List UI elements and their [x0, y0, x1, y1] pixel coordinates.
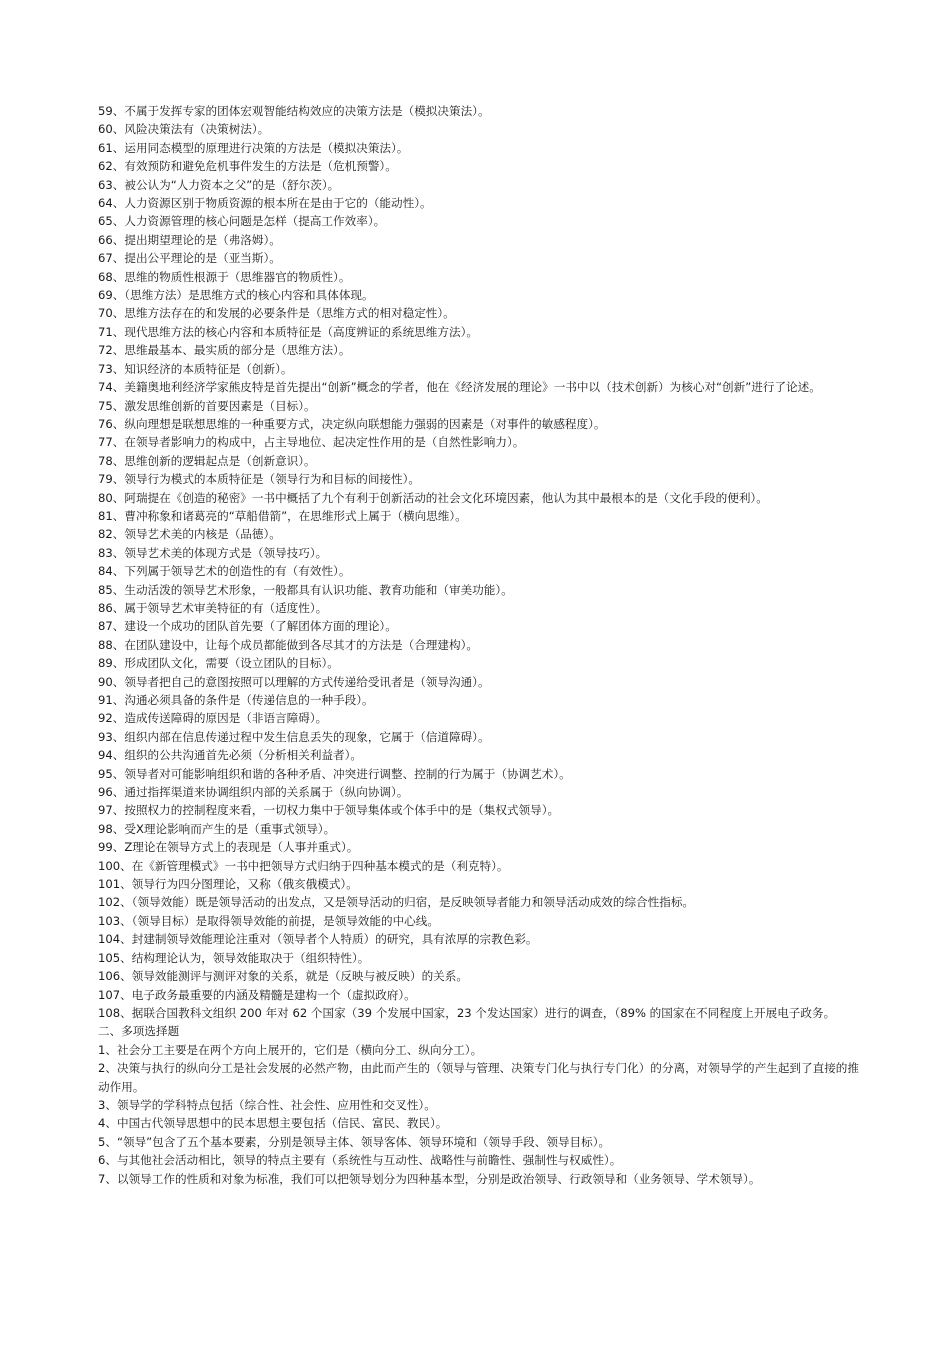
question-line: 70、思维方法存在的和发展的必要条件是（思维方式的相对稳定性）。	[98, 306, 455, 321]
multi-question-line: 2、决策与执行的纵向分工是社会发展的必然产物，由此而产生的（领导与管理、决策专门化与执行专门化）的分离，对领导学的产生起到了直接的推动作用。	[98, 1061, 859, 1094]
question-line: 61、运用同态模型的原理进行决策的方法是（模拟决策法）。	[98, 140, 409, 155]
question-line: 60、风险决策法有（决策树法）。	[98, 122, 270, 137]
question-line: 89、形成团队文化，需要（设立团队的目标）。	[98, 656, 339, 671]
question-line: 65、人力资源管理的核心问题是怎样（提高工作效率）。	[98, 214, 386, 229]
question-line: 71、现代思维方法的核心内容和本质特征是（高度辨证的系统思维方法）。	[98, 324, 478, 339]
question-line: 97、按照权力的控制程度来看，一切权力集中于领导集体或个体手中的是（集权式领导）。	[98, 803, 560, 818]
question-line: 93、组织内部在信息传递过程中发生信息丢失的现象，它属于（信道障碍）。	[98, 729, 490, 744]
question-line: 88、在团队建设中，让每个成员都能做到各尽其才的方法是（合理建构）。	[98, 637, 478, 652]
multi-choice-section	[98, 1041, 868, 1188]
question-line: 80、阿瑞提在《创造的秘密》一书中概括了九个有利于创新活动的社会文化环境因素，他认为其中最根本的是（文化手段的便利）。	[98, 490, 768, 505]
question-line: 104、封建制领导效能理论注重对（领导者个人特质）的研究，具有浓厚的宗教色彩。	[98, 932, 538, 947]
question-line: 67、提出公平理论的是（亚当斯）。	[98, 251, 281, 266]
question-line: 101、领导行为四分图理论，又称（俄亥俄模式）。	[98, 877, 358, 892]
question-line: 106、领导效能测评与测评对象的关系，就是（反映与被反映）的关系。	[98, 969, 468, 984]
single-choice-section	[98, 102, 868, 1022]
question-line: 85、生动活泼的领导艺术形象，一般都具有认识功能、教育功能和（审美功能）。	[98, 582, 513, 597]
question-line: 86、属于领导艺术审美特征的有（适度性）。	[98, 600, 328, 615]
question-line: 62、有效预防和避免危机事件发生的方法是（危机预警）。	[98, 159, 397, 174]
question-line: 92、造成传送障碍的原因是（非语言障碍）。	[98, 711, 328, 726]
question-line: 77、在领导者影响力的构成中，占主导地位、起决定性作用的是（自然性影响力）。	[98, 435, 525, 450]
question-line: 102、（领导效能）既是领导活动的出发点，又是领导活动的归宿，是反映领导者能力和领导活动成效的综合性指标。	[98, 895, 695, 910]
multi-choice-heading: 二、多项选择题	[98, 1024, 180, 1039]
multi-question-line: 5、“领导”包含了五个基本要素，分别是领导主体、领导客体、领导环境和（领导手段、领导目标）。	[98, 1134, 611, 1149]
document-page	[98, 102, 868, 1188]
question-line: 73、知识经济的本质特征是（创新）。	[98, 361, 293, 376]
multi-question-line: 3、领导学的学科特点包括（综合性、社会性、应用性和交叉性）。	[98, 1097, 436, 1112]
question-line: 90、领导者把自己的意图按照可以理解的方式传递给受讯者是（领导沟通）。	[98, 674, 490, 689]
question-line: 75、激发思维创新的首要因素是（目标）。	[98, 398, 316, 413]
question-line: 94、组织的公共沟通首先必须（分析相关利益者）。	[98, 748, 363, 763]
question-line: 84、下列属于领导艺术的创造性的有（有效性）。	[98, 564, 351, 579]
question-line: 74、美籍奥地利经济学家熊皮特是首先提出“创新”概念的学者，他在《经济发展的理论》一书中以（技术创新）为核心对“创新”进行了论述。	[98, 380, 821, 395]
question-line: 105、结构理论认为，领导效能取决于（组织特性）。	[98, 950, 370, 965]
question-line: 95、领导者对可能影响组织和谐的各种矛盾、冲突进行调整、控制的行为属于（协调艺术）。	[98, 766, 571, 781]
question-line: 59、不属于发挥专家的团体宏观智能结构效应的决策方法是（模拟决策法）。	[98, 104, 490, 118]
question-line: 107、电子政务最重要的内涵及精髓是建构一个（虚拟政府）。	[98, 987, 416, 1002]
multi-question-line: 1、社会分工主要是在两个方向上展开的，它们是（横向分工、纵向分工）。	[98, 1042, 483, 1057]
question-line: 66、提出期望理论的是（弗洛姆）。	[98, 232, 281, 247]
question-line: 82、领导艺术美的内核是（品德）。	[98, 527, 281, 542]
question-line: 79、领导行为模式的本质特征是（领导行为和目标的间接性）。	[98, 472, 420, 487]
multi-question-line: 4、中国古代领导思想中的民本思想主要包括（信民、富民、教民）。	[98, 1116, 448, 1131]
question-line: 72、思维最基本、最实质的部分是（思维方法）。	[98, 343, 351, 358]
question-line: 91、沟通必须具备的条件是（传递信息的一种手段）。	[98, 693, 374, 707]
multi-question-line: 6、与其他社会活动相比，领导的特点主要有（系统性与互动性、战略性与前瞻性、强制性与权威性）。	[98, 1153, 622, 1168]
question-line: 64、人力资源区别于物质资源的根本所在是由于它的（能动性）。	[98, 196, 432, 211]
question-line: 108、据联合国教科文组织 200 年对 62 个国家（39 个发展中国家，23 个发达国家）进行的调查，（89% 的国家在不同程度上开展电子政务。	[98, 1005, 836, 1020]
question-line: 63、被公认为“人力资本之父”的是（舒尔茨）。	[98, 177, 340, 192]
question-line: 103、（领导目标）是取得领导效能的前提，是领导效能的中心线。	[98, 913, 439, 928]
question-line: 96、通过指挥渠道来协调组织内部的关系属于（纵向协调）。	[98, 785, 409, 800]
question-line: 81、曹冲称象和诸葛亮的“草船借箭”，在思维形式上属于（横向思维）。	[98, 508, 467, 523]
question-line: 69、（思维方法）是思维方式的核心内容和具体体现。	[98, 288, 374, 303]
question-line: 78、思维创新的逻辑起点是（创新意识）。	[98, 453, 316, 468]
question-line: 98、受X理论影响而产生的是（重事式领导）。	[98, 821, 336, 836]
question-line: 99、Z理论在领导方式上的表现是（人事并重式）。	[98, 840, 359, 855]
multi-question-line: 7、以领导工作的性质和对象为标准，我们可以把领导划分为四种基本型，分别是政治领导、行政领导和（业务领导、学术领导）。	[98, 1171, 761, 1186]
question-line: 87、建设一个成功的团队首先要（了解团体方面的理论）。	[98, 619, 397, 634]
question-line: 76、纵向理想是联想思维的一种重要方式，决定纵向联想能力强弱的因素是（对事件的敏感程度）。	[98, 416, 606, 431]
question-line: 83、领导艺术美的体现方式是（领导技巧）。	[98, 545, 328, 560]
question-line: 100、在《新管理模式》一书中把领导方式归纳于四种基本模式的是（利克特）。	[98, 858, 509, 873]
question-line: 68、思维的物质性根源于（思维器官的物质性）。	[98, 269, 351, 284]
